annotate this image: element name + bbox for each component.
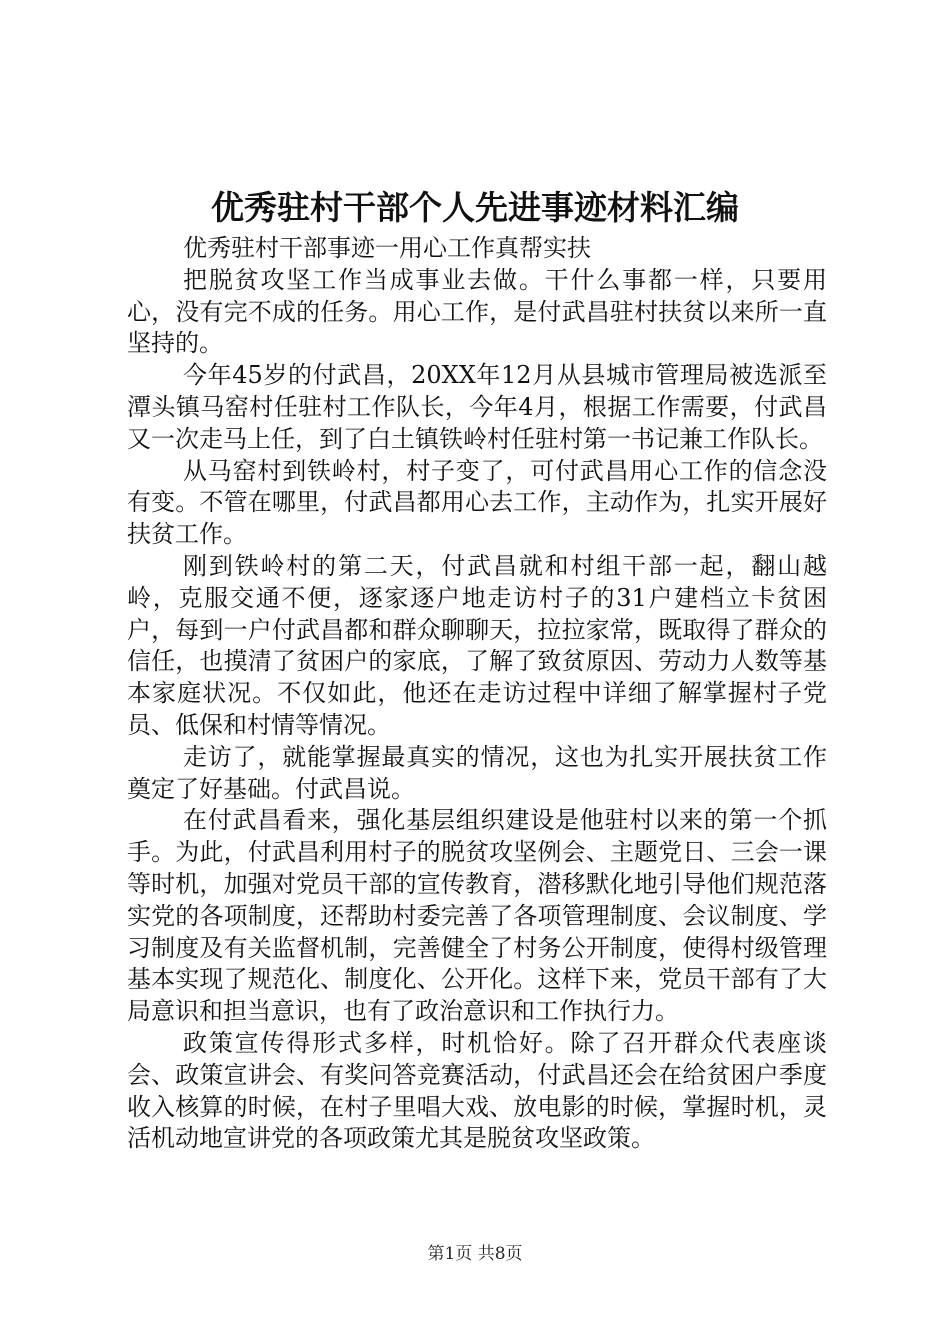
paragraph: 把脱贫攻坚工作当成事业去做。干什么事都一样，只要用心，没有完不成的任务。用心工作，是付武昌驻村扶贫以来所一直坚持的。 bbox=[127, 265, 827, 358]
paragraph: 今年45岁的付武昌，20XX年12月从县城市管理局被选派至潭头镇马窑村任驻村工作队长，今年4月，根据工作需要，付武昌又一次走马上任，到了白土镇铁岭村任驻村第一书记兼工作队长。 bbox=[127, 361, 827, 453]
paragraph: 在付武昌看来，强化基层组织建设是他驻村以来的第一个抓手。为此，付武昌利用村子的脱贫攻坚例会、主题党日、三会一课等时机，加强对党员干部的宣传教育，潜移默化地引导他们规范落实党的各项制度，还帮助村委完善了各项管理制度、会议制度、学习制度及有关监督机制，完善健全了村务公开制度，使得村级管理基本实现了规范化、制度化、公开化。这样下来，党员干部有了大局意识和担当意识，也有了政治意识和工作执行力。 bbox=[127, 806, 827, 1026]
document-title: 优秀驻村干部个人先进事迹材料汇编 bbox=[211, 188, 739, 227]
page-number-footer: 第1页 共8页 bbox=[427, 1244, 523, 1264]
paragraph-subtitle: 优秀驻村干部事迹一用心工作真帮实扶 bbox=[183, 234, 591, 262]
paragraph: 走访了，就能掌握最真实的情况，这也为扎实开展扶贫工作奠定了好基础。付武昌说。 bbox=[127, 742, 827, 803]
paragraph: 刚到铁岭村的第二天，付武昌就和村组干部一起，翻山越岭，克服交通不便，逐家逐户地走访村子的31户建档立卡贫困户，每到一户付武昌都和群众聊聊天，拉拉家常，既取得了群众的信任，也摸清了贫困户的家底，了解了致贫原因、劳动力人数等基本家庭状况。不仅如此，他还在走访过程中详细了解掌握村子党员、低保和村情等情况。 bbox=[127, 551, 827, 739]
document-body bbox=[127, 233, 827, 1155]
paragraph: 政策宣传得形式多样，时机恰好。除了召开群众代表座谈会、政策宣讲会、有奖问答竞赛活动，付武昌还会在给贫困户季度收入核算的时候，在村子里唱大戏、放电影的时候，掌握时机，灵活机动地宣讲党的各项政策尤其是脱贫攻坚政策。 bbox=[127, 1028, 827, 1153]
paragraph: 从马窑村到铁岭村，村子变了，可付武昌用心工作的信念没有变。不管在哪里，付武昌都用心去工作，主动作为，扎实开展好扶贫工作。 bbox=[127, 456, 827, 549]
